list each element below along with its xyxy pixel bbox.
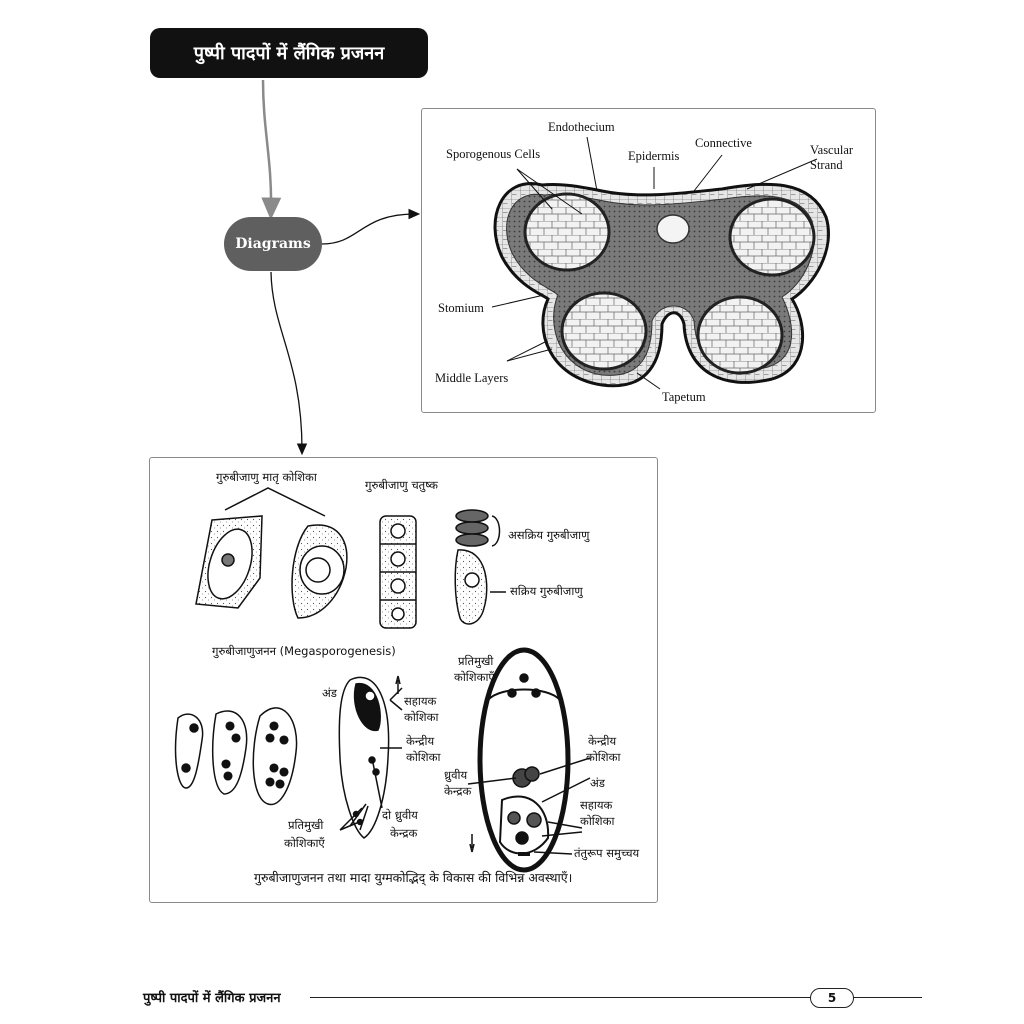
label-central-b2: कोशिका [586, 750, 621, 764]
locule-top-right [730, 199, 814, 275]
label-central-a1: केन्द्रीय [406, 734, 435, 748]
node-to-megaspore-connector [271, 272, 302, 450]
label-central-a2: कोशिका [406, 750, 441, 764]
locule-bottom-left [562, 293, 646, 369]
page-title: पुष्पी पादपों में लैंगिक प्रजनन [193, 43, 385, 64]
label-antipodal-b2: कोशिकाएँ [454, 670, 495, 684]
label-egg-a: अंड [322, 686, 337, 700]
title-to-node-connector [263, 80, 271, 210]
label-central-b1: केन्द्रीय [588, 734, 617, 748]
label-antipodal-b1: प्रतिमुखी [458, 654, 494, 668]
label-vascular: Vascular [810, 143, 854, 157]
label-synergid-a1: सहायक [404, 694, 437, 708]
label-antipodal-a1: प्रतिमुखी [288, 818, 324, 832]
label-sporogenous-cells: Sporogenous Cells [446, 147, 541, 161]
label-megasporogenesis: गुरुबीजाणुजनन (Megasporogenesis) [212, 644, 396, 658]
anther-diagram-panel [421, 108, 876, 413]
vascular-strand-shape [657, 215, 689, 243]
locule-top-left [525, 194, 609, 270]
label-egg-b: अंड [590, 776, 605, 790]
label-inactive-megaspore: असक्रिय गुरुबीजाणु [508, 528, 590, 542]
page-number [810, 988, 854, 1008]
page-number-text: 5 [827, 991, 837, 1005]
label-polar-a2: केन्द्रक [390, 826, 418, 840]
label-polar-a1: दो ध्रुवीय [382, 808, 418, 822]
label-tetrad: गुरुबीजाणु चतुष्क [365, 478, 438, 492]
label-stomium: Stomium [438, 301, 484, 315]
megaspore-diagram-panel [149, 457, 658, 903]
label-active-megaspore: सक्रिय गुरुबीजाणु [510, 584, 583, 598]
label-synergid-b1: सहायक [580, 798, 613, 812]
mother-cell-bracket [225, 488, 325, 516]
label-endothecium: Endothecium [548, 120, 615, 134]
label-strand: Strand [810, 158, 843, 172]
label-antipodal-a2: कोशिकाएँ [284, 836, 325, 850]
label-epidermis: Epidermis [628, 149, 680, 163]
label-polar-b1: ध्रुवीय [444, 768, 468, 782]
label-synergid-b2: कोशिका [580, 814, 615, 828]
label-polar-b2: केन्द्रक [444, 784, 472, 798]
node-to-anther-connector [322, 214, 415, 244]
footer-title: पुष्पी पादपों में लैंगिक प्रजनन [143, 991, 281, 1006]
figure-caption: गुरुबीजाणुजनन तथा मादा युग्मकोद्भिद् के विकास की विभिन्न अवस्थाएँ। [254, 870, 573, 885]
diagrams-node-label: Diagrams [235, 236, 311, 252]
label-connective: Connective [695, 136, 752, 150]
locule-bottom-right [698, 297, 782, 373]
embryo-sac-2-nucleate [176, 714, 203, 788]
label-middle-layers: Middle Layers [435, 371, 509, 385]
label-mother-cell: गुरुबीजाणु मातृ कोशिका [216, 470, 317, 484]
label-tapetum: Tapetum [662, 390, 706, 404]
label-filiform-apparatus: तंतुरूप समुच्चय [574, 846, 640, 860]
diagrams-node[interactable] [224, 217, 322, 271]
label-synergid-a2: कोशिका [404, 710, 439, 724]
